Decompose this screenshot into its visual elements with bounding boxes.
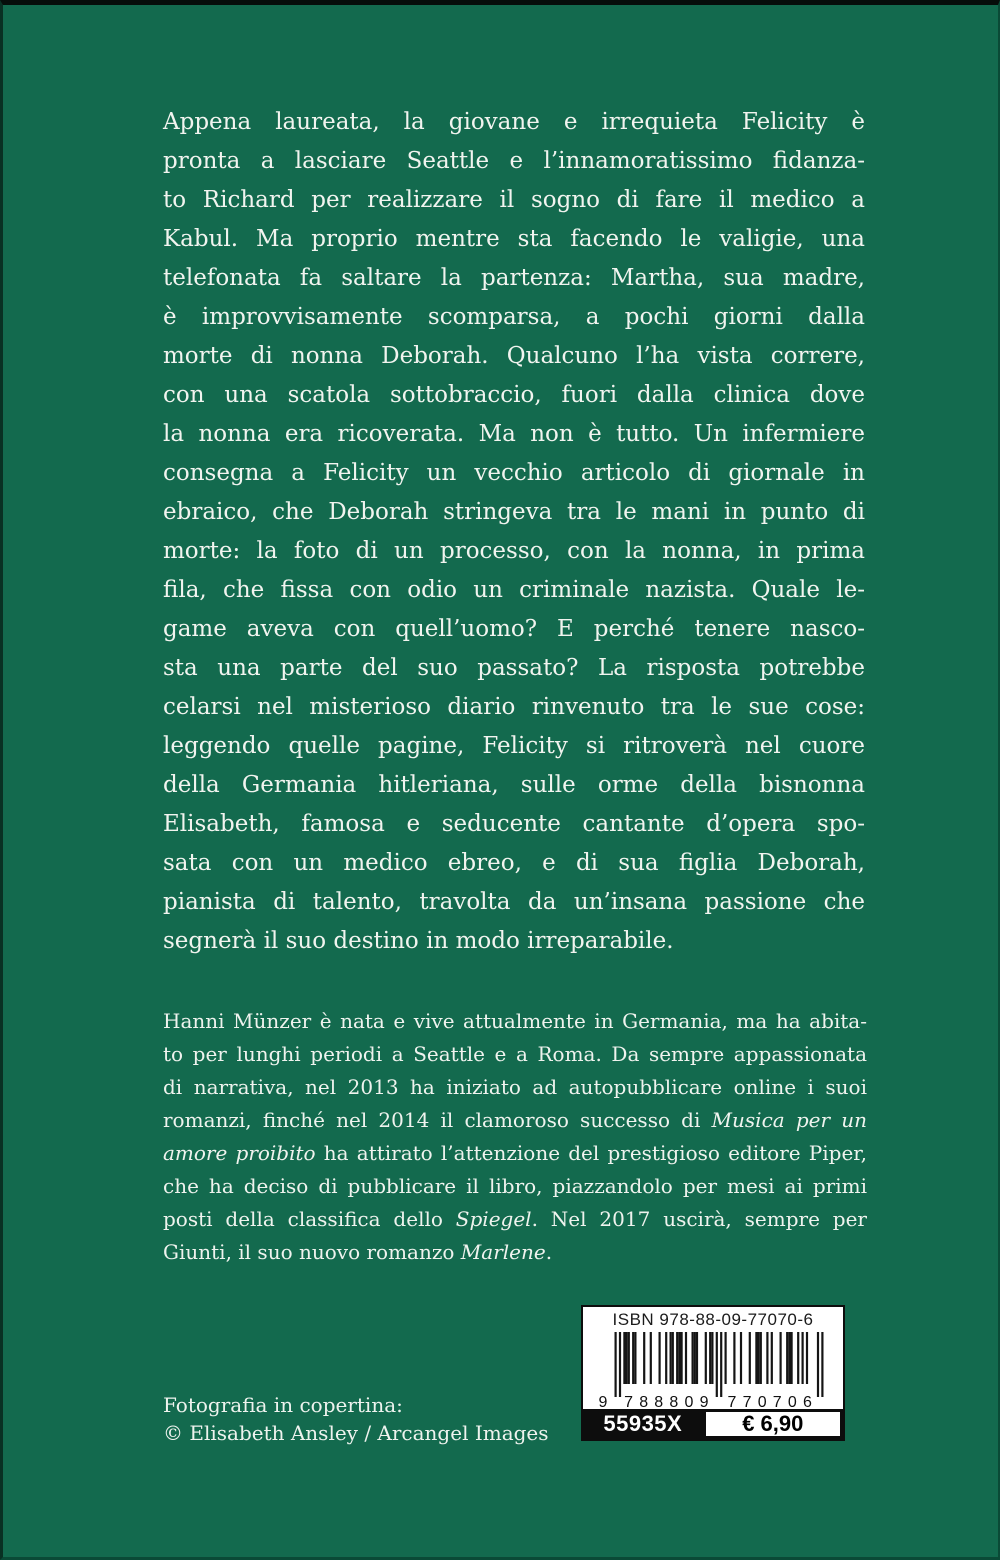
credit-caption: Fotografia in copertina: bbox=[163, 1393, 403, 1417]
synopsis-line: leggendo quelle pagine, Felicity si ritroverà nel cuore bbox=[163, 733, 865, 759]
synopsis-line: fila, che fissa con odio un criminale nazista. Quale le- bbox=[163, 577, 865, 603]
synopsis-paragraph bbox=[163, 103, 865, 961]
isbn-price-label bbox=[581, 1305, 845, 1441]
synopsis-line: morte: la foto di un processo, con la nonna, in prima bbox=[163, 538, 865, 564]
bio-line: to per lunghi periodi a Seattle e a Roma. Da sempre appassionata bbox=[163, 1042, 867, 1066]
synopsis-line: pianista di talento, travolta da un’insana passione che bbox=[163, 889, 865, 915]
synopsis-line: la nonna era ricoverata. Ma non è tutto. Un infermiere bbox=[163, 421, 865, 447]
synopsis-line: con una scatola sottobraccio, fuori dalla clinica dove bbox=[163, 382, 865, 408]
synopsis-line: sata con un medico ebreo, e di sua figlia Deborah, bbox=[163, 850, 865, 876]
synopsis-line: Kabul. Ma proprio mentre sta facendo le valigie, una bbox=[163, 226, 865, 252]
barcode-svg bbox=[593, 1332, 833, 1410]
synopsis-line: game aveva con quell’uomo? E perché tenere nasco- bbox=[163, 616, 865, 642]
synopsis-line: telefonata fa saltare la partenza: Martha, sua madre, bbox=[163, 265, 865, 291]
synopsis-line: celarsi nel misterioso diario rinvenuto tra le sue cose: bbox=[163, 694, 865, 720]
bio-line: amore proibito ha attirato l’attenzione del prestigioso editore Piper, bbox=[163, 1141, 867, 1165]
synopsis-line: pronta a lasciare Seattle e l’innamoratissimo fidanza- bbox=[163, 148, 865, 174]
synopsis-line: è improvvisamente scomparsa, a pochi giorni dalla bbox=[163, 304, 865, 330]
barcode-digit-group-1: 788809 bbox=[624, 1394, 709, 1410]
ean13-barcode bbox=[583, 1331, 843, 1409]
synopsis-line: Appena laureata, la giovane e irrequieta Felicity è bbox=[163, 109, 865, 135]
credit-copyright: © Elisabeth Ansley / Arcangel Images bbox=[163, 1421, 549, 1445]
synopsis-line: della Germania hitleriana, sulle orme della bisnonna bbox=[163, 772, 865, 798]
bio-line: posti della classifica dello Spiegel. Nel 2017 uscirà, sempre per bbox=[163, 1207, 867, 1231]
bio-line: che ha deciso di pubblicare il libro, piazzandolo per mesi ai primi bbox=[163, 1174, 867, 1198]
cover-photo-credit bbox=[163, 1391, 549, 1447]
barcode-digit-left: 9 bbox=[598, 1394, 608, 1410]
label-bottom-row bbox=[583, 1409, 843, 1439]
edition-code: 55935X bbox=[603, 1411, 683, 1436]
synopsis-line: consegna a Felicity un vecchio articolo di giornale in bbox=[163, 460, 865, 486]
bio-line: romanzi, finché nel 2014 il clamoroso successo di Musica per un bbox=[163, 1108, 867, 1132]
bio-line: Giunti, il suo nuovo romanzo Marlene. bbox=[163, 1240, 553, 1264]
price-tag: € 6,90 bbox=[703, 1409, 843, 1439]
author-bio-paragraph bbox=[163, 1005, 867, 1269]
bio-line: Hanni Münzer è nata e vive attualmente in Germania, ma ha abita- bbox=[163, 1009, 867, 1033]
synopsis-line: segnerà il suo destino in modo irreparabile. bbox=[163, 928, 674, 954]
isbn-text: ISBN 978-88-09-77070-6 bbox=[612, 1310, 814, 1329]
barcode-digit-group-2: 770706 bbox=[727, 1394, 812, 1410]
bio-line: di narrativa, nel 2013 ha iniziato ad autopubblicare online i suoi bbox=[163, 1075, 867, 1099]
synopsis-line: morte di nonna Deborah. Qualcuno l’ha vista correre, bbox=[163, 343, 865, 369]
synopsis-line: sta una parte del suo passato? La risposta potrebbe bbox=[163, 655, 865, 681]
synopsis-line: Elisabeth, famosa e seducente cantante d’opera spo- bbox=[163, 811, 865, 837]
synopsis-line: ebraico, che Deborah stringeva tra le mani in punto di bbox=[163, 499, 865, 525]
synopsis-line: to Richard per realizzare il sogno di fare il medico a bbox=[163, 187, 865, 213]
